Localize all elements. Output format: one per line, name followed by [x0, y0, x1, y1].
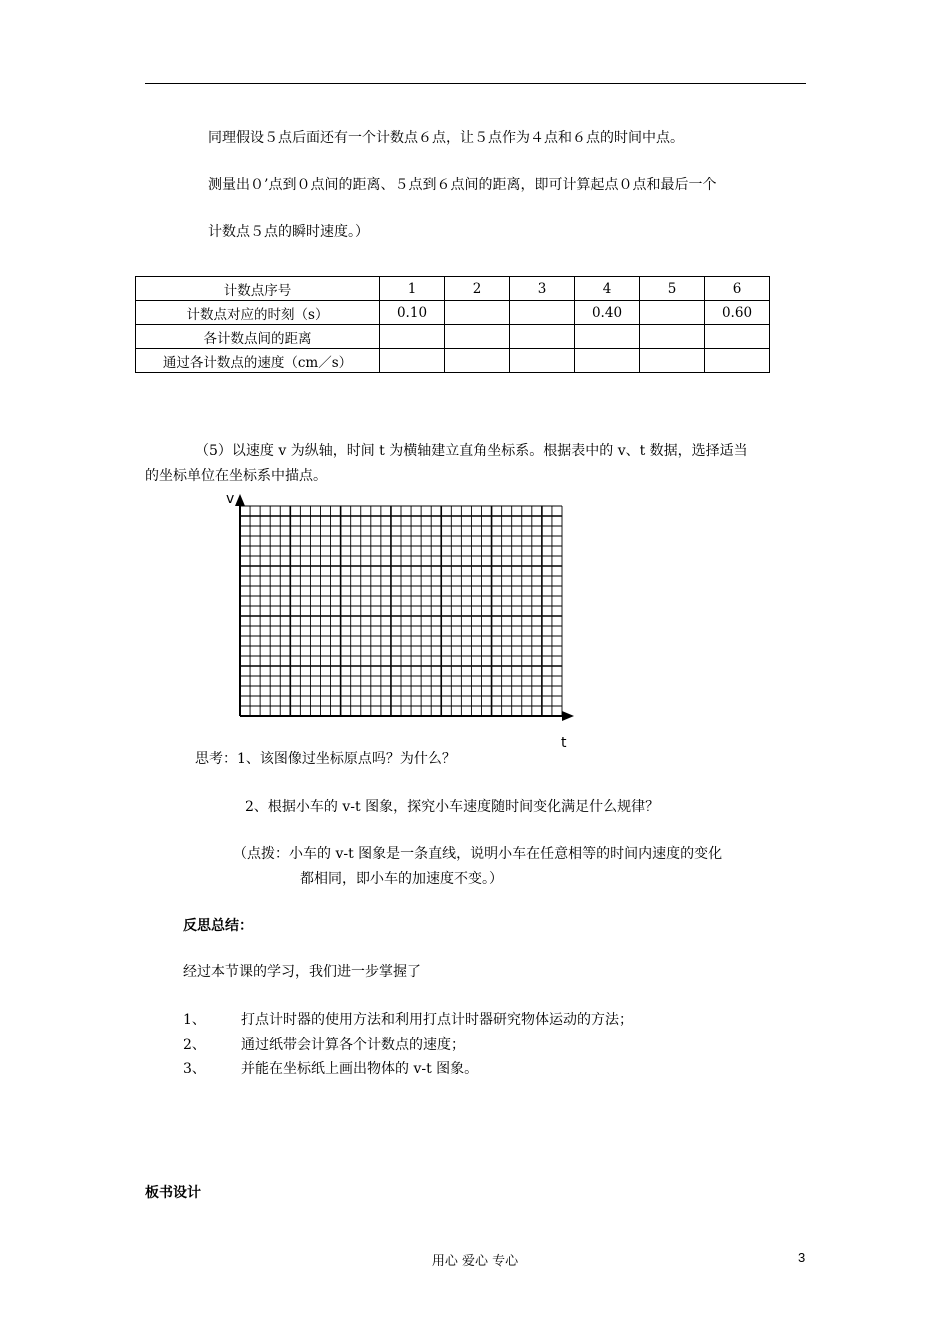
table-cell: 各计数点间的距离 — [136, 325, 380, 349]
table-row — [136, 301, 770, 325]
x-axis-label: t — [561, 735, 567, 751]
x-axis-arrow-icon — [562, 711, 574, 721]
table-cell: 2 — [445, 277, 510, 301]
summary-item-number: 1、 — [183, 1012, 206, 1028]
paragraph-2: 测量出０’点到０点间的距离、５点到６点间的距离，即可计算起点０点和最后一个 — [208, 177, 717, 193]
table-cell — [640, 325, 705, 349]
table-cell — [380, 325, 445, 349]
table-cell: 0.10 — [380, 301, 445, 325]
hint-line-2: 都相同，即小车的加速度不变。） — [300, 871, 503, 887]
table-row — [136, 277, 770, 301]
summary-item-number: 2、 — [183, 1037, 206, 1053]
table-cell: 4 — [575, 277, 640, 301]
hint-line-1: （点拨：小车的 v-t 图象是一条直线，说明小车在任意相等的时间内速度的变化 — [233, 846, 723, 862]
think-question-2: 2、根据小车的 v-t 图象，探究小车速度随时间变化满足什么规律？ — [245, 799, 660, 815]
page-number: 3 — [798, 1250, 806, 1265]
data-table — [135, 276, 770, 373]
step5-line1: （5）以速度 v 为纵轴，时间 t 为横轴建立直角坐标系。根据表中的 v、t 数据，选择适当 — [195, 443, 748, 459]
table-cell — [445, 301, 510, 325]
table-cell — [705, 349, 770, 373]
step5-line2: 的坐标单位在坐标系中描点。 — [145, 468, 327, 484]
table-cell — [640, 301, 705, 325]
board-design-heading: 板书设计 — [145, 1185, 201, 1201]
table-cell — [705, 325, 770, 349]
y-axis-arrow-icon — [235, 494, 245, 506]
paragraph-3: 计数点５点的瞬时速度。） — [208, 224, 369, 240]
table-cell: 0.60 — [705, 301, 770, 325]
summary-heading: 反思总结： — [183, 918, 253, 934]
table-cell — [380, 349, 445, 373]
table-cell — [575, 325, 640, 349]
table-cell — [510, 325, 575, 349]
think-question-1: 思考：1、该图像过坐标原点吗？为什么？ — [195, 751, 456, 767]
summary-item-number: 3、 — [183, 1061, 206, 1077]
table-cell: 5 — [640, 277, 705, 301]
table-cell — [510, 349, 575, 373]
summary-item-text: 通过纸带会计算各个计数点的速度； — [241, 1037, 465, 1053]
table-cell: 3 — [510, 277, 575, 301]
footer-motto: 用心 爱心 专心 — [431, 1254, 519, 1269]
grid-lines — [240, 506, 562, 716]
table-cell — [445, 349, 510, 373]
table-cell: 计数点对应的时刻（s） — [136, 301, 380, 325]
header-rule — [145, 83, 806, 84]
table-cell — [510, 301, 575, 325]
table-cell: 0.40 — [575, 301, 640, 325]
y-axis-label: v — [226, 491, 235, 507]
table-cell — [445, 325, 510, 349]
table-row — [136, 325, 770, 349]
table-cell: 1 — [380, 277, 445, 301]
summary-item-text: 并能在坐标纸上画出物体的 v-t 图象。 — [241, 1061, 479, 1077]
summary-intro: 经过本节课的学习，我们进一步掌握了 — [183, 964, 421, 980]
vt-graph-grid — [222, 490, 582, 752]
table-cell — [575, 349, 640, 373]
table-cell — [640, 349, 705, 373]
table-cell: 6 — [705, 277, 770, 301]
table-cell: 计数点序号 — [136, 277, 380, 301]
table-row — [136, 349, 770, 373]
table-cell: 通过各计数点的速度（cm／s） — [136, 349, 380, 373]
paragraph-1: 同理假设５点后面还有一个计数点６点，让５点作为４点和６点的时间中点。 — [208, 130, 684, 146]
summary-item-text: 打点计时器的使用方法和利用打点计时器研究物体运动的方法； — [241, 1012, 633, 1028]
